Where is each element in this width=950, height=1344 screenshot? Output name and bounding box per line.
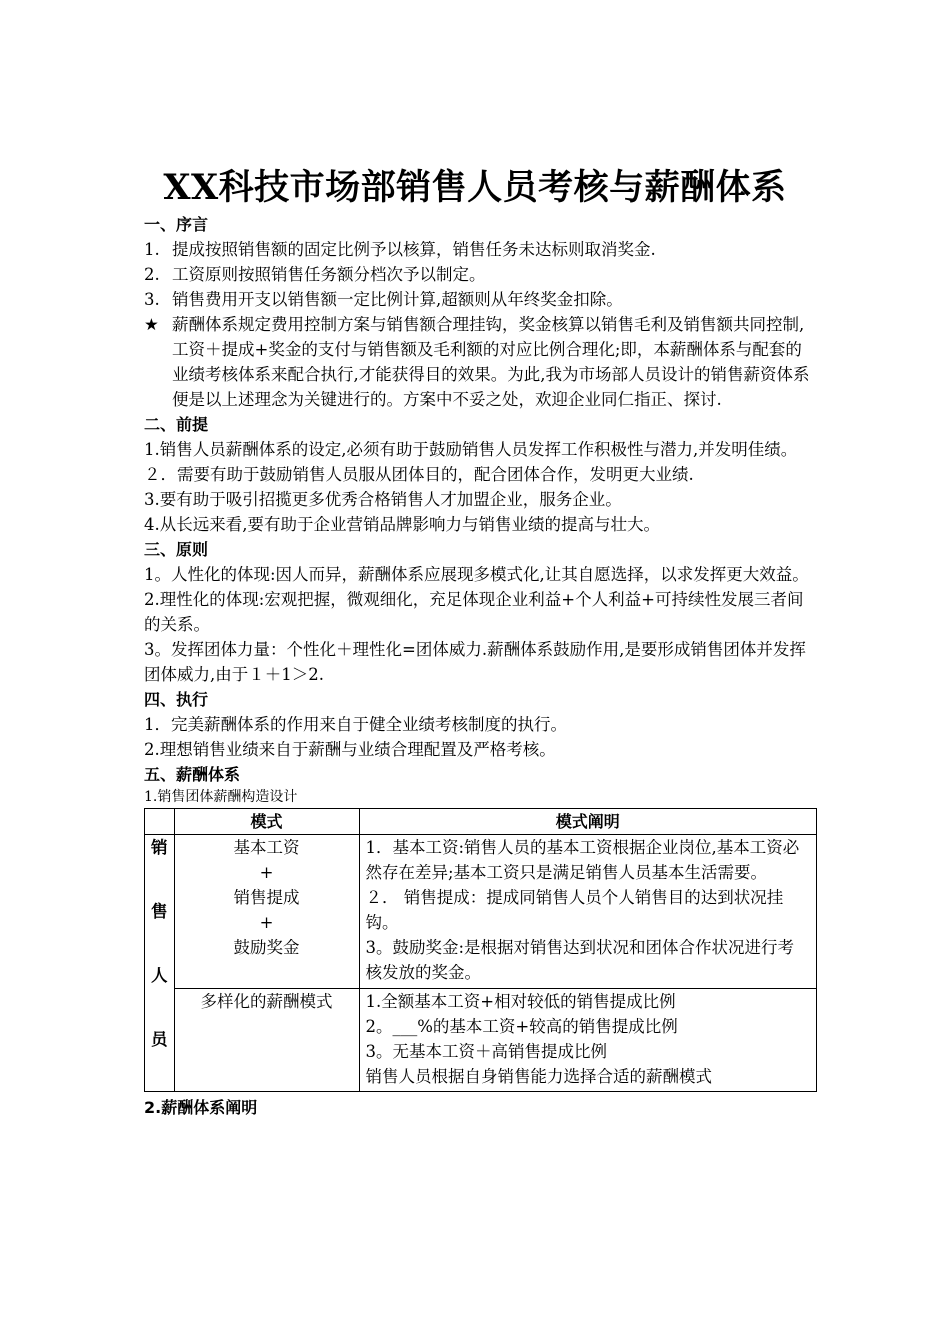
mode-line: 基本工资	[233, 838, 300, 857]
description-line: 2。___%的基本工资+较高的销售提成比例	[365, 1016, 678, 1036]
section-heading-salary-system: 五、薪酬体系	[144, 765, 241, 784]
table-row	[145, 835, 817, 989]
paragraph: 3。发挥团体力量：个性化＋理性化=团体威力.薪酬体系鼓励作用,是要形成销售团体并发挥团体威力,由于１＋1＞2.	[144, 640, 806, 684]
side-char: 销	[151, 838, 168, 857]
section-heading-principles: 三、原则	[144, 540, 209, 559]
item-number: 3.	[144, 290, 160, 309]
description-cell	[359, 988, 817, 1091]
description-line: 销售人员根据自身销售能力选择合适的薪酬模式	[365, 1066, 712, 1086]
side-label	[145, 835, 175, 1092]
mode-line: 销售提成	[233, 888, 300, 907]
table-row	[145, 988, 817, 1091]
description-line: 3。无基本工资＋高销售提成比例	[365, 1041, 607, 1061]
paragraph: 3.要有助于吸引招揽更多优秀合格销售人才加盟企业，服务企业。	[144, 490, 622, 509]
section-heading-premise: 二、前提	[144, 415, 209, 434]
description-line: 3。鼓励奖金:是根据对销售达到状况和团体合作状况进行考核发放的奖金。	[365, 938, 795, 982]
table-corner	[145, 809, 175, 835]
paragraph: 1。人性化的体现:因人而异，薪酬体系应展现多模式化,让其自愿选择，以求发挥更大效益。	[144, 565, 809, 584]
table-caption: 1.销售团体薪酬构造设计	[144, 789, 298, 805]
description-cell	[359, 835, 817, 989]
item-number: 2.	[144, 265, 160, 284]
section-heading-preface: 一、序言	[144, 215, 209, 234]
description-line: ２． 销售提成：提成同销售人员个人销售目的达到状况挂钩。	[365, 888, 784, 932]
list-item	[144, 312, 812, 412]
paragraph: 1．完美薪酬体系的作用来自于健全业绩考核制度的执行。	[144, 715, 567, 734]
item-text: 工资原则按照销售任务额分档次予以制定。	[172, 265, 486, 284]
list-item	[144, 237, 812, 262]
item-number: 1.	[144, 240, 160, 259]
document-body	[144, 212, 812, 1120]
paragraph: 1.销售人员薪酬体系的设定,必须有助于鼓励销售人员发挥工作积极性与潜力,并发明佳绩。	[144, 440, 798, 459]
side-char: 人	[151, 966, 168, 985]
paragraph: 2.理性化的体现:宏观把握，微观细化，充足体现企业利益+个人利益+可持续性发展三者间的关系。	[144, 590, 804, 634]
side-char: 员	[151, 1030, 168, 1049]
description-line: 1.全额基本工资+相对较低的销售提成比例	[365, 991, 676, 1011]
description-line: 1．基本工资:销售人员的基本工资根据企业岗位,基本工资必然存在差异;基本工资只是满足销售人员基本生活需要。	[365, 838, 800, 882]
mode-line: +	[259, 863, 274, 882]
column-header-description: 模式阐明	[359, 809, 817, 835]
list-item	[144, 287, 812, 312]
list-item	[144, 262, 812, 287]
item-text: 提成按照销售额的固定比例予以核算，销售任务未达标则取消奖金.	[172, 240, 656, 259]
column-header-mode: 模式	[174, 809, 359, 835]
subsection-heading: 2.薪酬体系阐明	[144, 1098, 258, 1117]
mode-line: 鼓励奖金	[233, 938, 300, 957]
salary-structure-table	[144, 808, 817, 1092]
section-heading-execution: 四、执行	[144, 690, 209, 709]
mode-cell	[174, 835, 359, 989]
table-header-row	[145, 809, 817, 835]
mode-cell: 多样化的薪酬模式	[174, 988, 359, 1091]
mode-line: +	[259, 913, 274, 932]
item-text: 薪酬体系规定费用控制方案与销售额合理挂钩，奖金核算以销售毛利及销售额共同控制,工资＋提成+奖金的支付与销售额及毛利额的对应比例合理化;即，本薪酬体系与配套的业绩考核体系来配合执行,才能获得目的效果。为此,我为市场部人员设计的销售薪资体系便是以上述理念为关键进行的。方案中不妥之处，欢迎企业同仁指正、探讨.	[172, 315, 810, 409]
paragraph: 4.从长远来看,要有助于企业营销品牌影响力与销售业绩的提高与壮大。	[144, 515, 660, 534]
star-icon: ★	[144, 315, 159, 334]
item-text: 销售费用开支以销售额一定比例计算,超额则从年终奖金扣除。	[172, 290, 623, 309]
side-char: 售	[151, 902, 168, 921]
document-title: XX科技市场部销售人员考核与薪酬体系	[163, 167, 787, 208]
paragraph: ２．需要有助于鼓励销售人员服从团体目的，配合团体合作，发明更大业绩.	[144, 465, 694, 484]
paragraph: 2.理想销售业绩来自于薪酬与业绩合理配置及严格考核。	[144, 740, 556, 759]
